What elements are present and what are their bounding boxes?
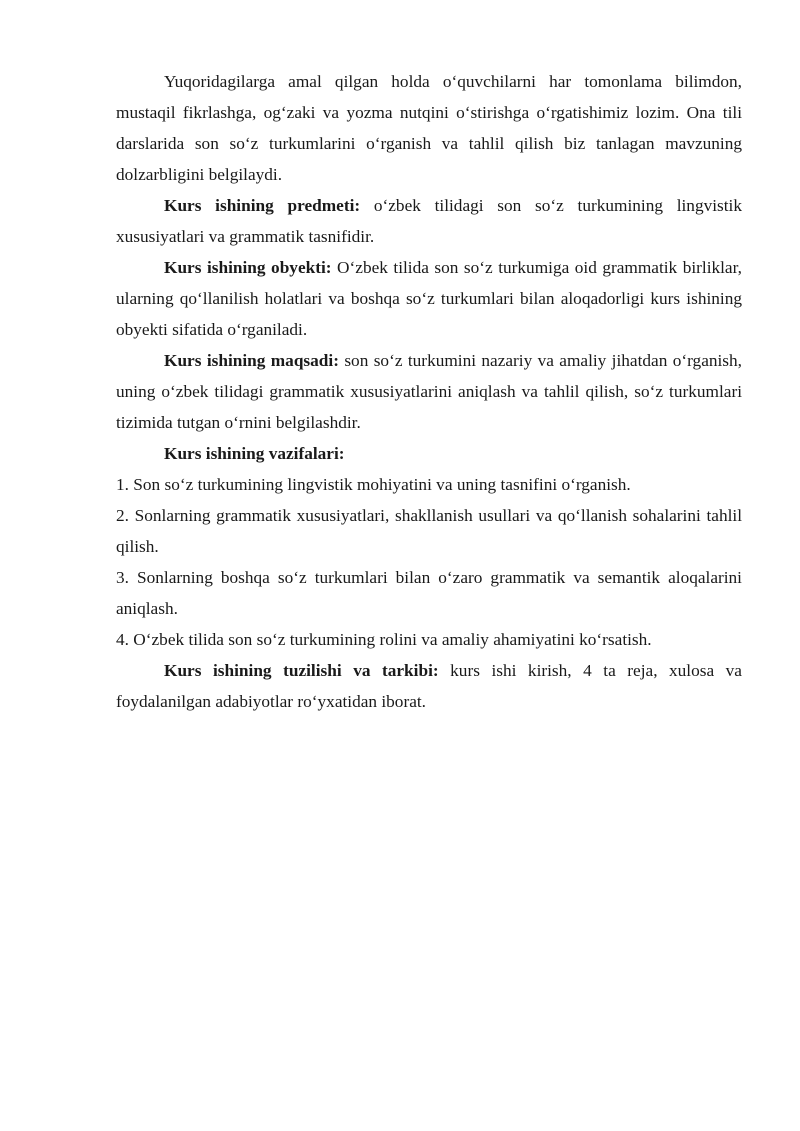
subject-label: Kurs ishining predmeti: — [164, 196, 361, 215]
goal-label: Kurs ishining maqsadi: — [164, 351, 339, 370]
object-paragraph — [116, 252, 742, 345]
object-label: Kurs ishining obyekti: — [164, 258, 332, 277]
goal-text: son so‘z turkumini nazariy va amaliy jihatdan o‘rganish, uning o‘zbek tilidagi grammatik xususiyatlarini aniqlash va tahlil qilish, so‘z turkumlari tizimida tutgan o‘rnini belgilashdir. — [116, 351, 742, 432]
subject-paragraph — [116, 190, 742, 252]
subject-text: o‘zbek tilidagi son so‘z turkumining lingvistik xususiyatlari va grammatik tasnifidir. — [116, 196, 742, 246]
goal-paragraph — [116, 345, 742, 438]
task-item-2: 2. Sonlarning grammatik xususiyatlari, shakllanish usullari va qo‘llanish sohalarini tahlil qilish. — [116, 506, 742, 556]
document-page — [116, 66, 742, 717]
task-item-1: 1. Son so‘z turkumining lingvistik mohiyatini va uning tasnifini o‘rganish. — [116, 475, 631, 494]
object-text: O‘zbek tilida son so‘z turkumiga oid grammatik birliklar, ularning qo‘llanilish holatlari va boshqa so‘z turkumlari bilan aloqadorligi kurs ishining obyekti sifatida o‘rganiladi. — [116, 258, 742, 339]
structure-text: kurs ishi kirish, 4 ta reja, xulosa va foydalanilgan adabiyotlar ro‘yxatidan iborat. — [116, 661, 742, 711]
structure-paragraph — [116, 655, 742, 717]
task-item-3: 3. Sonlarning boshqa so‘z turkumlari bilan o‘zaro grammatik va semantik aloqalarini aniqlash. — [116, 568, 742, 618]
tasks-label: Kurs ishining vazifalari: — [164, 444, 345, 463]
structure-label: Kurs ishining tuzilishi va tarkibi: — [164, 661, 439, 680]
tasks-heading — [116, 438, 742, 469]
task-item-4: 4. O‘zbek tilida son so‘z turkumining rolini va amaliy ahamiyatini ko‘rsatish. — [116, 630, 652, 649]
intro-paragraph: Yuqoridagilarga amal qilgan holda o‘quvchilarni har tomonlama bilimdon, mustaqil fikrlashga, og‘zaki va yozma nutqini o‘stirishga o‘rgatishimiz lozim. Ona tili darslarida son so‘z turkumlarini o‘rganish va tahlil qilish biz tanlagan mavzuning dolzarbligini belgilaydi. — [116, 72, 742, 184]
